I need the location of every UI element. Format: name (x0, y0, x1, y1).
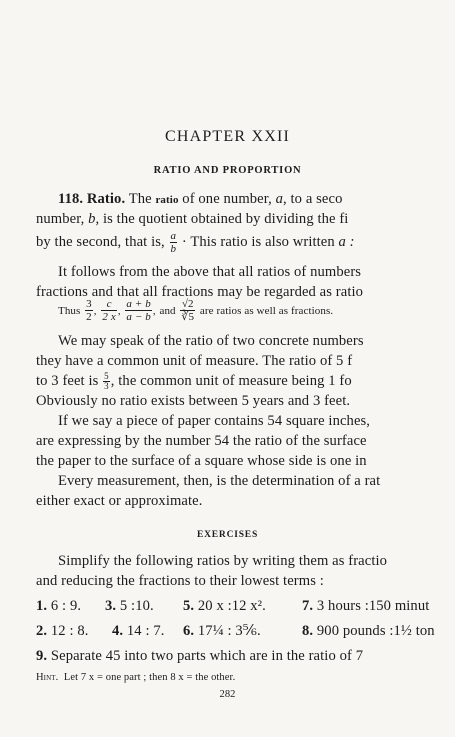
fraction: $\frac{5}{3}$ (104, 371, 109, 392)
paragraph-line: It follows from the above that all ratios of numbers (58, 264, 362, 280)
exercise-intro: and reducing the fractions to their lowest terms : (36, 573, 324, 589)
text: · This ratio is also written (181, 233, 335, 250)
term: ratio (155, 194, 179, 206)
exercises-heading: EXERCISES (196, 530, 259, 540)
paragraph-line (36, 210, 348, 228)
paragraph-line: We may speak of the ratio of two concrete numbers (58, 333, 364, 349)
hint-line: Hint. Let 7 x = one part ; then 8 x = the other. (36, 672, 236, 683)
paragraph-line: either exact or approximate. (36, 493, 203, 509)
section-heading: Ratio. (86, 191, 126, 207)
fraction: $\frac{√2}{∛5}$ (181, 298, 195, 324)
text: are ratios as well as fractions. (199, 305, 334, 317)
paragraph-line: the paper to the surface of a square whose side is one in (36, 453, 367, 469)
paragraph-line: Obviously no ratio exists between 5 years and 3 feet. (36, 393, 351, 409)
paragraph-line (58, 190, 343, 209)
fraction: $\frac{a + b}{a - b}$ (126, 298, 151, 324)
text: to 3 feet is (36, 373, 99, 389)
paragraph-line: If we say a piece of paper contains 54 square inches, (58, 413, 371, 429)
exercise-item: 4. 14 : 7. (112, 623, 165, 639)
paragraph-line: Every measurement, then, is the determination of a rat (58, 473, 381, 489)
text: The (128, 191, 152, 207)
page-number: 282 (219, 689, 236, 700)
exercise-item: 9. Separate 45 into two parts which are in the ratio of 7 (36, 648, 364, 664)
text: , the common unit of measure being 1 fo (110, 373, 352, 389)
fraction: $\frac{c}{2 x}$ (102, 298, 116, 324)
paragraph-line: fractions and that all fractions may be regarded as ratio (36, 284, 364, 300)
variable: b (88, 211, 96, 227)
paragraph-line (36, 372, 352, 391)
text: and (159, 305, 176, 317)
exercise-intro: Simplify the following ratios by writing them as fractio (58, 553, 388, 569)
section-number: 118. (58, 191, 84, 207)
exercise-item: 2. 12 : 8. (36, 623, 89, 639)
text: number, (36, 211, 85, 227)
exercise-item: 8. 900 pounds :1½ ton (302, 623, 435, 639)
exercise-item: 7. 3 hours :150 minut (302, 598, 430, 614)
text: by the second, that is, (36, 233, 165, 250)
paragraph-line: are expressing by the number 54 the ratio of the surface (36, 433, 367, 449)
fraction: $\frac{3}{2}$ (86, 298, 92, 324)
text: Thus (58, 305, 81, 317)
exercise-item: 5. 20 x :12 x². (183, 598, 266, 614)
variable: a (275, 191, 284, 207)
paragraph-line (36, 230, 355, 255)
chapter-heading: CHAPTER XXII (164, 128, 291, 145)
formula-line: Thus $\frac{3}{2}$ , $\frac{c}{2 x}$ , $\frac{a + b}{a - b}$ , and $\frac{√2}{∛5}$ are ratios as well as fractions. (58, 298, 334, 324)
fraction: $\frac{a}{b}$ (170, 230, 177, 255)
text: , to a seco (283, 191, 343, 207)
text: of one number, (182, 191, 272, 207)
paragraph-line: they have a common unit of measure. The ratio of 5 f (36, 353, 353, 369)
text: , is the quotient obtained by dividing the fi (95, 211, 349, 227)
section-title: RATIO AND PROPORTION (153, 165, 302, 176)
exercise-item: 6. 17¼ : 3⅚. (183, 623, 261, 639)
exercise-item: 1. 6 : 9. (36, 598, 82, 614)
variable: a : (338, 233, 355, 250)
exercise-item: 3. 5 :10. (105, 598, 154, 614)
